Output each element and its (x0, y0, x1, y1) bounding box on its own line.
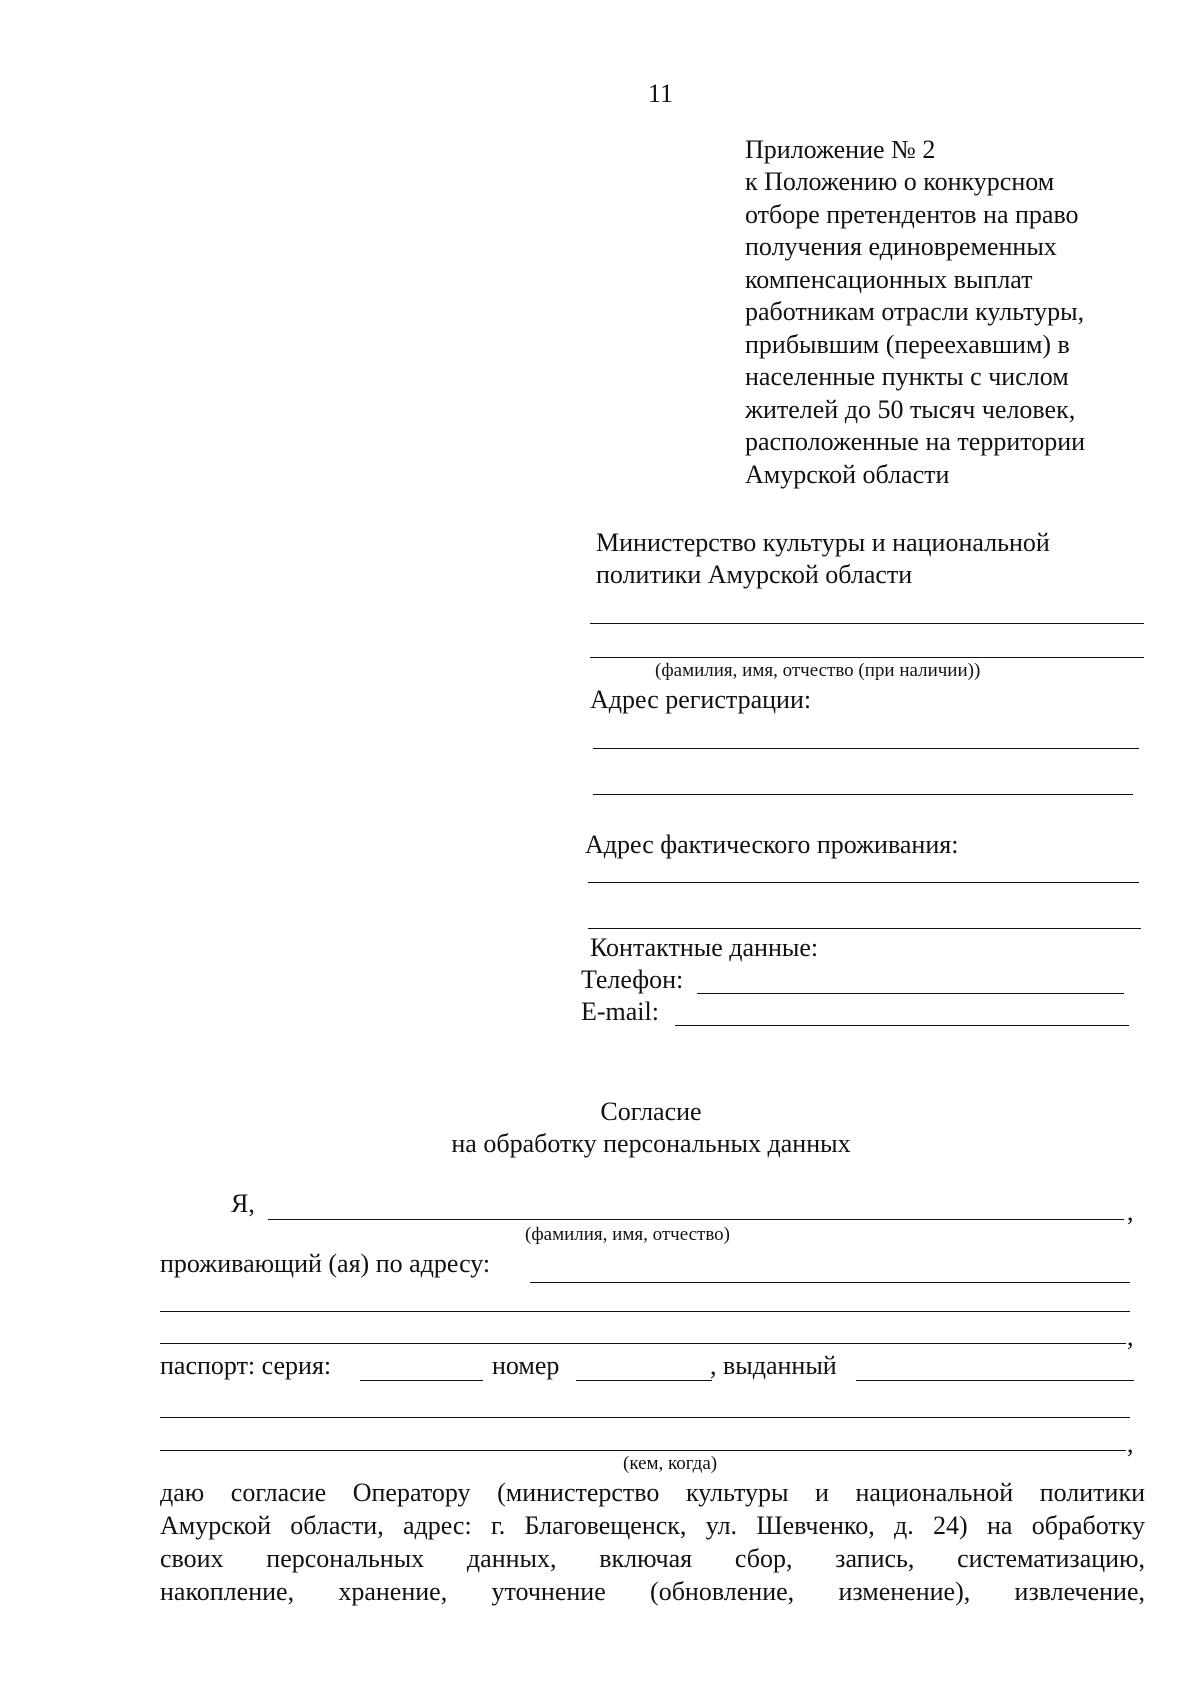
address-line-3[interactable] (160, 1343, 1126, 1344)
passport-series-label: паспорт: серия: (160, 1351, 332, 1380)
address-line-1[interactable] (530, 1282, 1130, 1283)
appendix-line: к Положению о конкурсном (745, 167, 1055, 196)
consent-text-line: даю согласие Оператору (министерство культуры и национальной политики (160, 1478, 1145, 1507)
fio-line-2[interactable] (590, 657, 1144, 658)
fio-caption-2: (фамилия, имя, отчество) (525, 1224, 731, 1245)
issued-label: , выданный (710, 1351, 837, 1380)
fio-caption: (фамилия, имя, отчество (при наличии)) (655, 660, 981, 681)
document-subtitle: на обработку персональных данных (451, 1129, 851, 1158)
i-label: Я, (231, 1189, 255, 1218)
passport-number-line[interactable] (576, 1380, 712, 1381)
issued-line-1[interactable] (856, 1380, 1134, 1381)
passport-series-line[interactable] (360, 1380, 483, 1381)
consent-text-line: накопление, хранение, уточнение (обновление, изменение), извлечение, (160, 1577, 1145, 1606)
consent-text-line: Амурской области, адрес: г. Благовещенск, ул. Шевченко, д. 24) на обработку (160, 1511, 1145, 1540)
issued-line-3[interactable] (160, 1450, 1126, 1451)
phone-line[interactable] (697, 993, 1124, 994)
reg-address-line-1[interactable] (593, 748, 1139, 749)
page-number: 11 (648, 79, 674, 108)
appendix-line: получения единовременных (745, 232, 1057, 261)
ministry-name-line1: Министерство культуры и национальной (596, 528, 1050, 557)
consent-text-line: своих персональных данных, включая сбор, запись, систематизацию, (160, 1544, 1145, 1573)
passport-number-label: номер (492, 1351, 560, 1380)
address-comma: , (1127, 1322, 1134, 1351)
appendix-line: Приложение № 2 (745, 135, 936, 164)
ministry-name-line2: политики Амурской области (596, 560, 913, 589)
address-label: проживающий (ая) по адресу: (160, 1249, 491, 1278)
reg-address-line-2[interactable] (593, 794, 1133, 795)
appendix-line: населенные пункты с числом (745, 362, 1069, 391)
actual-address-label: Адрес фактического проживания: (585, 830, 959, 859)
phone-label: Телефон: (581, 965, 684, 994)
email-line[interactable] (675, 1025, 1129, 1026)
document-title: Согласие (600, 1097, 702, 1126)
appendix-line: Амурской области (745, 460, 950, 489)
actual-address-line-2[interactable] (588, 928, 1141, 929)
email-label: E-mail: (581, 997, 659, 1026)
fio-comma: , (1127, 1197, 1134, 1226)
address-line-2[interactable] (160, 1311, 1130, 1312)
contacts-label: Контактные данные: (590, 933, 819, 962)
appendix-line: расположенные на территории (745, 427, 1086, 456)
appendix-line: прибывшим (переехавшим) в (745, 330, 1070, 359)
fio-line-1[interactable] (590, 623, 1144, 624)
reg-address-label: Адрес регистрации: (590, 685, 812, 714)
appendix-line: работникам отрасли культуры, (745, 297, 1085, 326)
appendix-line: жителей до 50 тысяч человек, (745, 395, 1076, 424)
appendix-line: отборе претендентов на право (745, 200, 1079, 229)
issued-comma: , (1127, 1429, 1134, 1458)
issued-line-2[interactable] (160, 1417, 1130, 1418)
issued-caption: (кем, когда) (623, 1453, 718, 1474)
fio-line[interactable] (268, 1219, 1124, 1220)
actual-address-line-1[interactable] (588, 882, 1139, 883)
appendix-line: компенсационных выплат (745, 265, 1033, 294)
